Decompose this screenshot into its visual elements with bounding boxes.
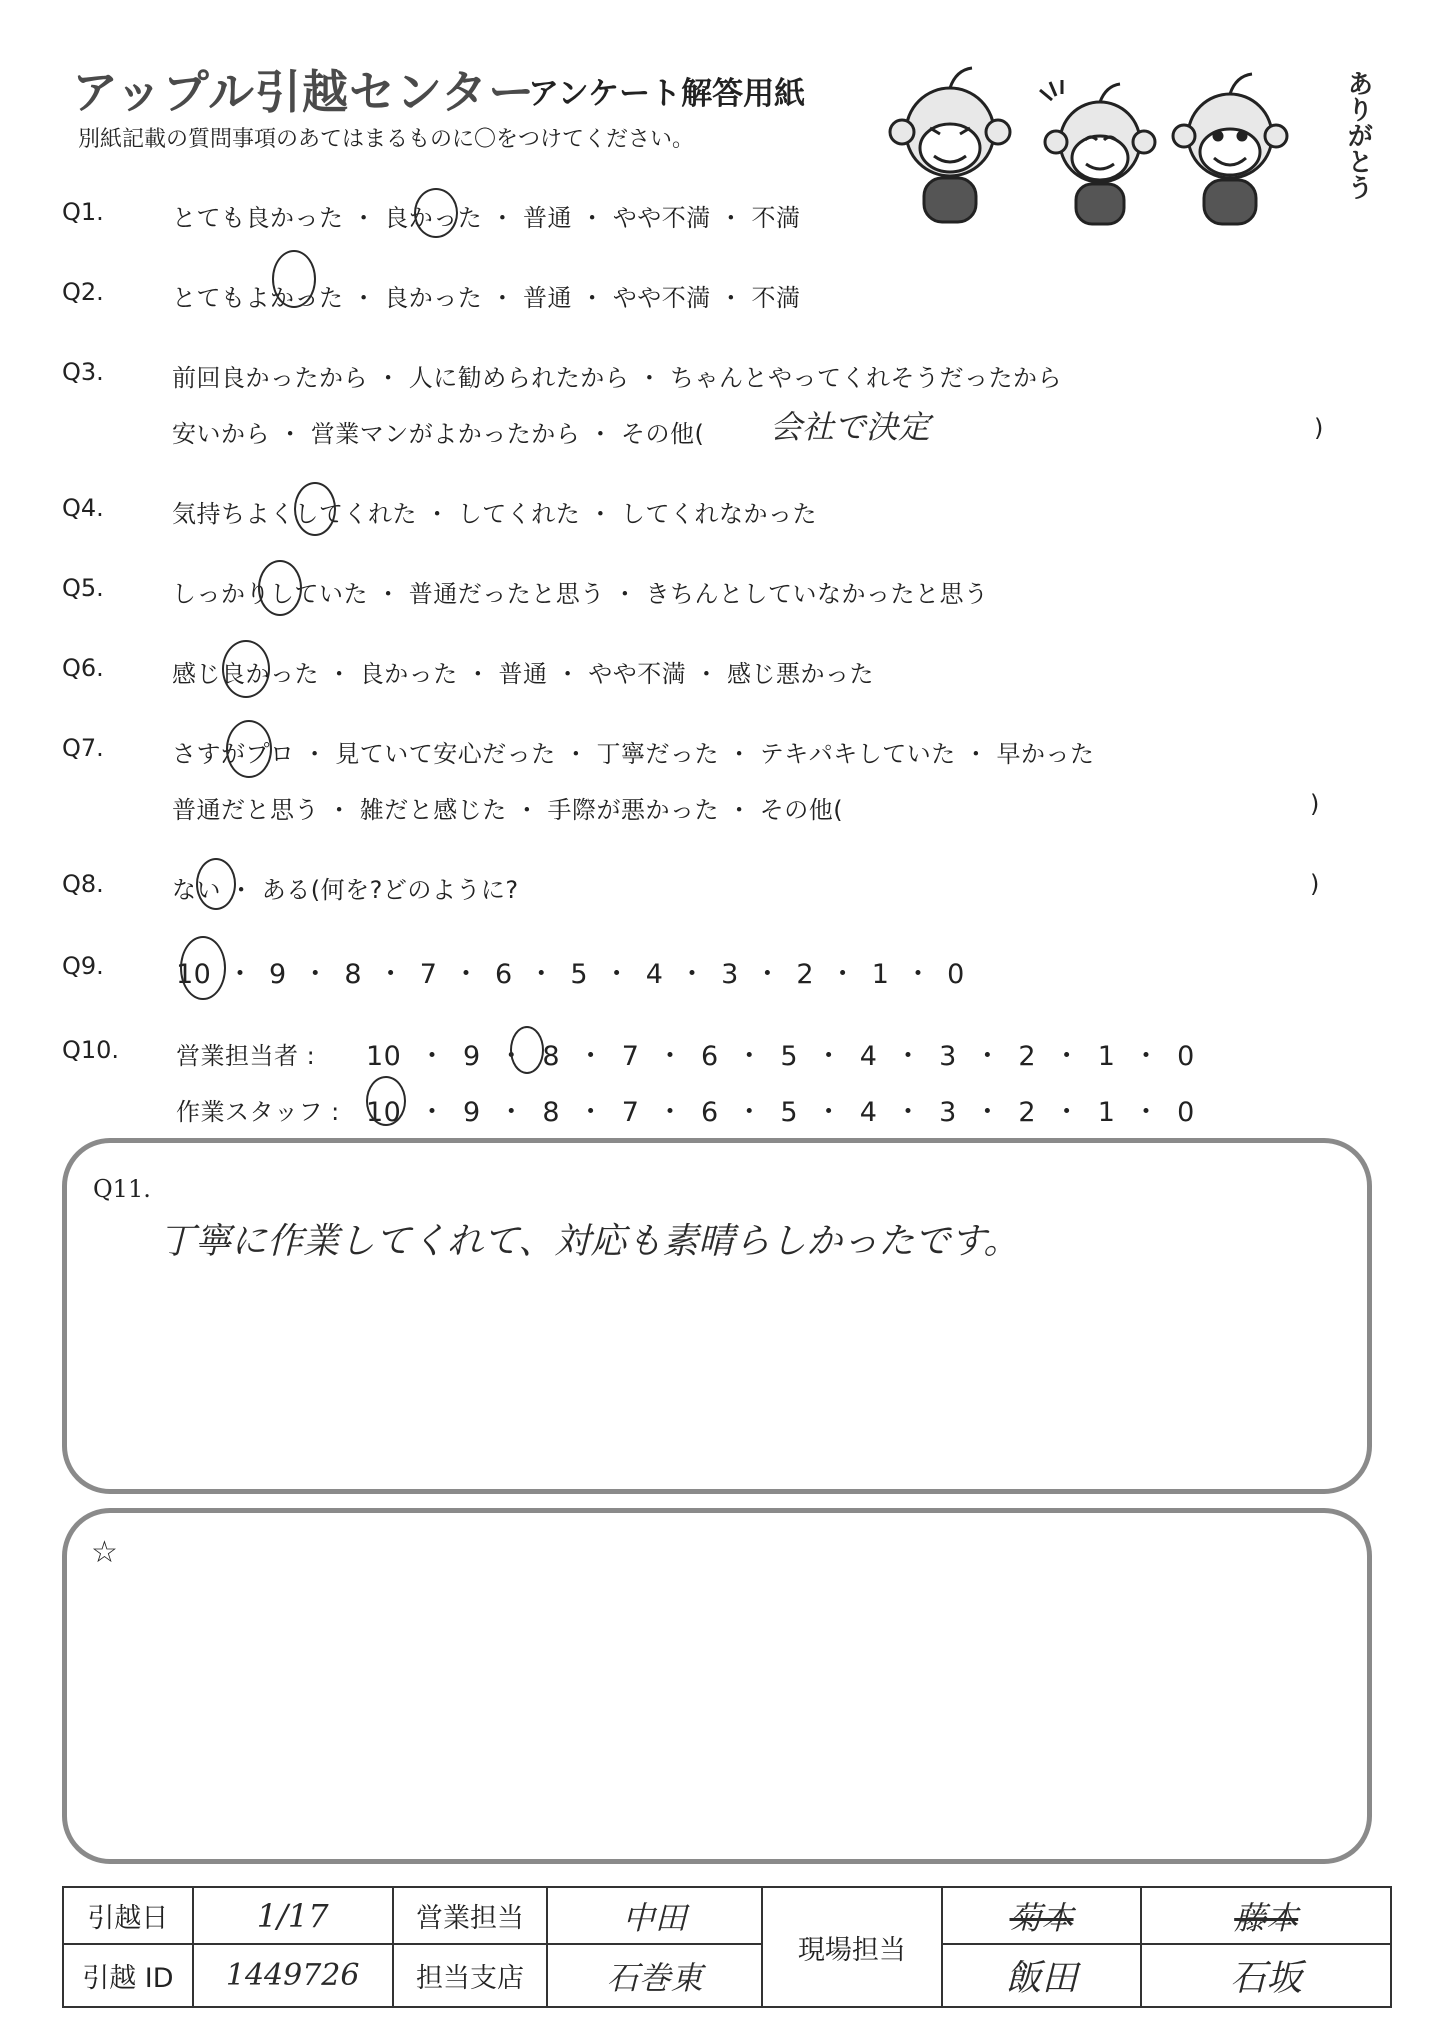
- q4-answer-circle: [294, 482, 336, 536]
- q1-answer-circle: [414, 188, 458, 238]
- q7-answer-circle: [226, 720, 272, 778]
- field-staff-label: 現場担当: [762, 1887, 942, 2007]
- q8-close-paren: ): [1310, 870, 1320, 898]
- q3-options-line2: 安いから ・ 営業マンがよかったから ・ その他(: [172, 420, 705, 448]
- q10-sales-answer-circle: [510, 1026, 544, 1074]
- star-label: ☆: [91, 1535, 118, 1570]
- q3-number: Q3.: [62, 358, 104, 386]
- q11-handwritten-comment: 丁寧に作業してくれて、対応も素晴らしかったです。: [159, 1221, 1020, 1262]
- branch-label: 担当支店: [393, 1944, 548, 2007]
- q4-number: Q4.: [62, 494, 104, 522]
- q1-options: とても良かった ・ 良かった ・ 普通 ・ やや不満 ・ 不満: [172, 204, 801, 232]
- q9-number: Q9.: [62, 952, 104, 980]
- sales-rep-label: 営業担当: [393, 1887, 548, 1944]
- q7-options-line2: 普通だと思う ・ 雑だと感じた ・ 手際が悪かった ・ その他(: [172, 796, 844, 824]
- q2-number: Q2.: [62, 278, 104, 306]
- star-comment-box: [62, 1508, 1372, 1864]
- q8-answer-circle: [196, 858, 236, 910]
- q6-answer-circle: [222, 640, 270, 698]
- q7-close-paren: ): [1310, 790, 1320, 818]
- q11-number: Q11.: [93, 1175, 151, 1203]
- q1-number: Q1.: [62, 198, 104, 226]
- q10-number: Q10.: [62, 1036, 120, 1064]
- q2-options: とてもよかった ・ 良かった ・ 普通 ・ やや不満 ・ 不満: [172, 284, 801, 312]
- q6-number: Q6.: [62, 654, 104, 682]
- field-staff-name-2: 石坂: [1141, 1944, 1391, 2007]
- field-staff-name-1: 飯田: [942, 1944, 1142, 2007]
- q3-handwritten-other: 会社で決定: [770, 408, 931, 446]
- move-id-value: 1449726: [193, 1944, 393, 2007]
- move-id-label: 引越 ID: [63, 1944, 193, 2007]
- q5-answer-circle: [258, 560, 302, 616]
- move-date-value: 1/17: [193, 1887, 393, 1944]
- form-title: アンケート解答用紙: [528, 76, 806, 112]
- q9-scale: 10 ・ 9 ・ 8 ・ 7 ・ 6 ・ 5 ・ 4 ・ 3 ・ 2 ・ 1 ・ 0: [176, 959, 965, 990]
- q10-sales-label: 営業担当者 :: [176, 1042, 316, 1070]
- move-date-label: 引越日: [63, 1887, 193, 1944]
- q3-close-paren: ): [1314, 414, 1324, 442]
- branch-value: 石巻東: [547, 1944, 762, 2007]
- q10-staff-answer-circle: [366, 1076, 406, 1126]
- q9-answer-circle: [180, 936, 226, 1000]
- q10-sales-scale: 10 ・ 9 ・ 8 ・ 7 ・ 6 ・ 5 ・ 4 ・ 3 ・ 2 ・ 1 ・ 0: [366, 1041, 1195, 1072]
- q5-number: Q5.: [62, 574, 104, 602]
- q7-number: Q7.: [62, 734, 104, 762]
- field-staff-struck-1: 菊本: [942, 1887, 1142, 1944]
- q3-options-line1: 前回良かったから ・ 人に勧められたから ・ ちゃんとやってくれそうだったから: [172, 364, 1063, 392]
- q6-options: 感じ良かった ・ 良かった ・ 普通 ・ やや不満 ・ 感じ悪かった: [172, 660, 875, 688]
- q5-options: しっかりしていた ・ 普通だったと思う ・ きちんとしていなかったと思う: [172, 580, 989, 608]
- q10-staff-label: 作業スタッフ :: [176, 1098, 340, 1126]
- q4-options: 気持ちよくしてくれた ・ してくれた ・ してくれなかった: [172, 500, 818, 528]
- q7-options-line1: さすがプロ ・ 見ていて安心だった ・ 丁寧だった ・ テキパキしていた ・ 早かった: [172, 740, 1095, 768]
- company-title: アップル引越センター: [72, 65, 536, 119]
- q2-answer-circle: [272, 250, 316, 308]
- q11-comment-box: [62, 1138, 1372, 1494]
- footer-info-table: [62, 1886, 1392, 2008]
- q10-staff-scale: 10 ・ 9 ・ 8 ・ 7 ・ 6 ・ 5 ・ 4 ・ 3 ・ 2 ・ 1 ・ 0: [366, 1097, 1195, 1128]
- sales-rep-value: 中田: [547, 1887, 762, 1944]
- instructions: 別紙記載の質問事項のあてはまるものに〇をつけてください。: [78, 127, 695, 152]
- field-staff-struck-2: 藤本: [1141, 1887, 1391, 1944]
- monkey-mascots-illustration: [880, 60, 1350, 240]
- q8-options: ない ・ ある(何を?どのように?: [172, 876, 519, 904]
- mascot-thanks-text: ありがとう: [1343, 70, 1373, 200]
- q8-number: Q8.: [62, 870, 104, 898]
